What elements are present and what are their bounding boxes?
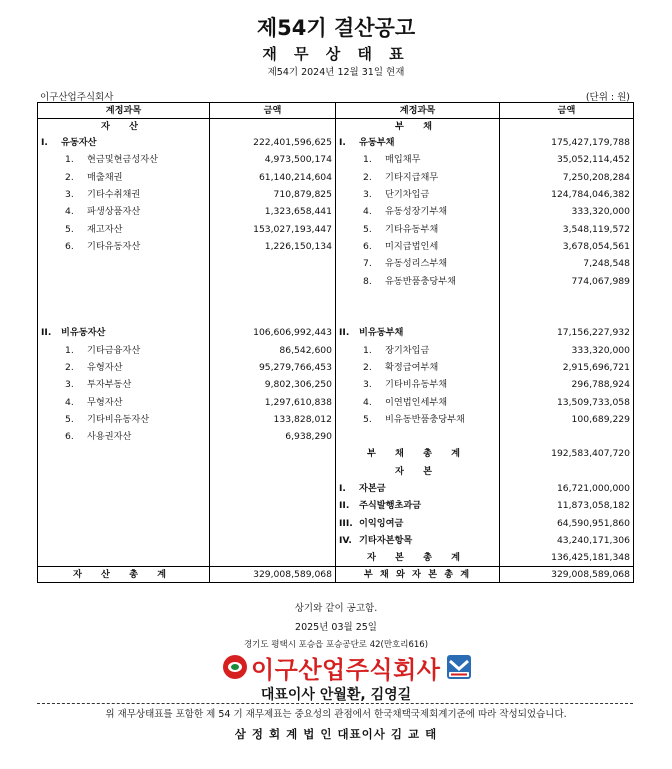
divider — [37, 703, 633, 704]
table-row: 2. 매출채권 61,140,214,604 2. 기타지급채무 7,250,208,284 — [38, 169, 634, 186]
unit-label: (단위 : 원) — [585, 92, 630, 103]
liabilities-total-amount: 192,583,407,720 — [500, 445, 634, 462]
table-row — [38, 445, 634, 462]
table-row: 2. 유형자산 95,279,766,453 2. 확정급여부채 2,915,696,721 — [38, 359, 634, 376]
table-row: 6. 기타유동자산 1,226,150,134 6. 미지급법인세 3,678,054,561 — [38, 238, 634, 255]
auditor-signature: 삼 정 회 계 법 인 대표이사 김 교 태 — [234, 727, 438, 741]
total-row — [38, 567, 634, 583]
table-row: I. 유동자산 222,401,596,625 I. 유동부채 175,427,179,788 — [38, 134, 634, 151]
liabilities-section-header: 부 채 — [336, 119, 500, 135]
liab-noncurrent-amount: 17,156,227,932 — [500, 324, 634, 341]
equity-section-header: 자 본 — [336, 463, 500, 480]
certification-badge-icon — [446, 654, 472, 680]
audit-note: 위 재무상태표를 포함한 제 54 기 재무제표는 중요성의 관점에서 한국채택국제회계기준에 따라 작성되었습니다. — [105, 709, 567, 720]
equity-total-label: 자 본 총 계 — [336, 549, 500, 567]
table-row: II. 비유동자산 106,606,992,443 II. 비유동부채 17,156,227,932 — [38, 324, 634, 341]
assets-current-label: 유동자산 — [61, 137, 97, 149]
announce-date: 2025년 03월 25일 — [295, 622, 377, 633]
assets-total-label: 자 산 총 계 — [38, 567, 210, 583]
table-row: II. 주식발행초과금 11,873,058,182 — [38, 497, 634, 514]
table-row: 4. 무형자산 1,297,610,838 4. 이연법인세부채 13,509,733,058 — [38, 393, 634, 410]
company-address: 경기도 평택시 포승읍 포승공단로 42(만호리616) — [243, 640, 429, 650]
liab-noncurrent-label: 비유동부채 — [359, 327, 404, 339]
table-row — [38, 119, 634, 135]
statement-title: 재 무 상 태 표 — [262, 45, 410, 63]
grand-total-label: 부 채 와 자 본 총 계 — [336, 567, 500, 583]
balance-sheet-table — [37, 102, 634, 583]
table-row — [38, 549, 634, 567]
table-row: 7. 유동성리스부채 7,248,548 — [38, 255, 634, 272]
table-row — [38, 463, 634, 480]
assets-total-amount: 329,008,589,068 — [210, 567, 336, 583]
assets-noncurrent-amount: 106,606,992,443 — [210, 324, 336, 341]
statement-period: 제54기 2024년 12월 31일 현재 — [267, 67, 405, 78]
col-header-item-right: 계정과목 — [336, 103, 500, 119]
table-row: IV. 기타자본항목 43,240,171,306 — [38, 532, 634, 549]
table-row: 6. 사용권자산 6,938,290 — [38, 428, 634, 445]
table-row: 8. 유동반품충당부채 774,067,989 — [38, 272, 634, 289]
table-row: III. 이익잉여금 64,590,951,860 — [38, 515, 634, 532]
table-row: 5. 재고자산 153,027,193,447 5. 기타유동부채 3,548,119,572 — [38, 220, 634, 237]
col-header-amount-left: 금액 — [210, 103, 336, 119]
page-title: 제54기 결산공고 — [256, 16, 416, 40]
company-logo — [223, 650, 472, 684]
liab-current-amount: 175,427,179,788 — [500, 134, 634, 151]
table-row: 3. 기타수취채권 710,879,825 3. 단기차입금 124,784,046,382 — [38, 186, 634, 203]
col-header-item-left: 계정과목 — [38, 103, 210, 119]
logo-emblem-icon — [223, 655, 247, 679]
assets-section-header: 자 산 — [38, 119, 210, 135]
table-row — [38, 307, 634, 324]
table-row: 1. 현금및현금성자산 4,973,500,174 1. 매입채무 35,052,114,452 — [38, 151, 634, 168]
assets-current-amount: 222,401,596,625 — [210, 134, 336, 151]
equity-total-amount: 136,425,181,348 — [500, 549, 634, 567]
table-row: I. 자본금 16,721,000,000 — [38, 480, 634, 497]
assets-noncurrent-label: 비유동자산 — [61, 327, 106, 339]
ceo-names: 대표이사 안월환, 김영길 — [260, 687, 412, 703]
company-name: 이구산업주식회사 — [40, 92, 114, 103]
grand-total-amount: 329,008,589,068 — [500, 567, 634, 583]
logo-text: 이구산업주식회사 — [251, 655, 441, 684]
table-row: 5. 기타비유동자산 133,828,012 5. 비유동반품충당부채 100,689,229 — [38, 411, 634, 428]
table-row: 4. 파생상품자산 1,323,658,441 4. 유동성장기부채 333,320,000 — [38, 203, 634, 220]
liabilities-total-label: 부 채 총 계 — [336, 445, 500, 462]
announce-text: 상기와 같이 공고함. — [294, 603, 378, 614]
table-header-row — [38, 103, 634, 119]
liab-current-label: 유동부채 — [359, 137, 395, 149]
table-row: 3. 투자부동산 9,802,306,250 3. 기타비유동부채 296,788,924 — [38, 376, 634, 393]
table-row — [38, 290, 634, 307]
col-header-amount-right: 금액 — [500, 103, 634, 119]
table-row: 1. 기타금융자산 86,542,600 1. 장기차입금 333,320,000 — [38, 342, 634, 359]
